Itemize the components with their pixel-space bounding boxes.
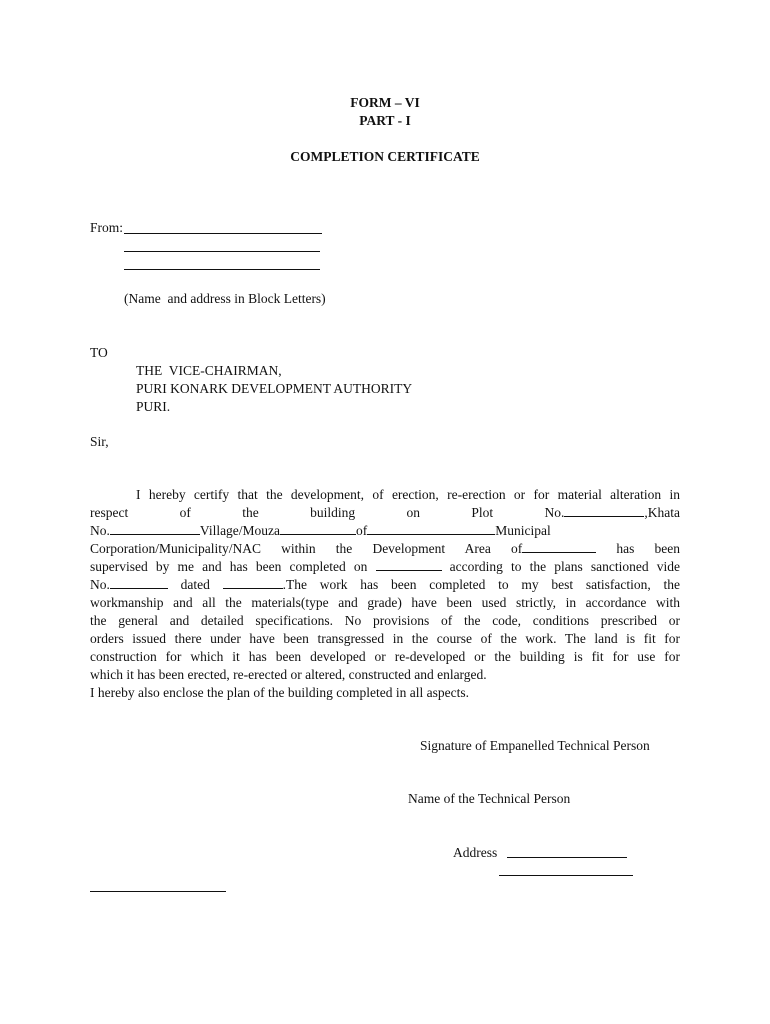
from-line-2[interactable] — [124, 251, 320, 252]
address-line-1[interactable] — [507, 857, 627, 858]
body-line-5: supervised by me and has been completed on according to the plans sanctioned vide — [90, 559, 681, 574]
from-label: From: — [90, 220, 124, 235]
to-line-1: THE VICE-CHAIRMAN, — [136, 363, 282, 378]
plot-no-blank[interactable] — [564, 504, 644, 517]
from-line-1[interactable] — [124, 233, 322, 234]
salutation: Sir, — [90, 434, 109, 449]
to-line-2: PURI KONARK DEVELOPMENT AUTHORITY — [136, 381, 413, 396]
technical-person-name-label: Name of the Technical Person — [408, 791, 571, 806]
body-line-2: respect of the building on Plot No. ,Khata — [90, 505, 680, 520]
form-number: FORM – VI — [350, 95, 420, 110]
footer-line — [90, 891, 226, 892]
to-line-3: PURI. — [136, 399, 171, 414]
from-hint: (Name and address in Block Letters) — [124, 291, 326, 306]
address-label: Address — [453, 845, 498, 860]
body-line-12: I hereby also enclose the plan of the building completed in all aspects. — [90, 685, 470, 700]
body-line-4: Corporation/Municipality/NAC within the Development Area of has been — [90, 541, 681, 556]
of-blank[interactable] — [367, 522, 495, 535]
body-line-11: which it has been erected, re-erected or altered, constructed and enlarged. — [90, 667, 487, 682]
khata-no-blank[interactable] — [110, 522, 200, 535]
body-line-10: construction for which it has been developed or re-developed or the building is fit for use for — [90, 649, 680, 664]
body-line-1: I hereby certify that the development, of erection, re-erection or for material alteration in — [136, 487, 680, 502]
sanction-no-blank[interactable] — [110, 576, 168, 589]
body-line-8: the general and detailed specifications. No provisions of the code, conditions prescribed or — [90, 613, 680, 628]
completed-on-blank[interactable] — [376, 558, 442, 571]
village-blank[interactable] — [280, 522, 356, 535]
from-line-3[interactable] — [124, 269, 320, 270]
body-line-9: orders issued there under have been transgressed in the course of the work. The land is fit for — [90, 631, 680, 646]
dated-blank[interactable] — [223, 576, 283, 589]
development-area-blank[interactable] — [522, 540, 596, 553]
certificate-title: COMPLETION CERTIFICATE — [290, 149, 480, 164]
body-line-7: workmanship and all the materials(type and grade) have been used strictly, in accordance with — [90, 595, 680, 610]
address-line-2[interactable] — [499, 875, 633, 876]
to-label: TO — [90, 345, 108, 360]
signature-label: Signature of Empanelled Technical Person — [420, 738, 650, 753]
body-line-3: No. Village/Mouza of Municipal — [90, 523, 551, 538]
form-part: PART - I — [359, 113, 411, 128]
body-line-6: No. dated .The work has been completed to my best satisfaction, the — [90, 577, 680, 592]
